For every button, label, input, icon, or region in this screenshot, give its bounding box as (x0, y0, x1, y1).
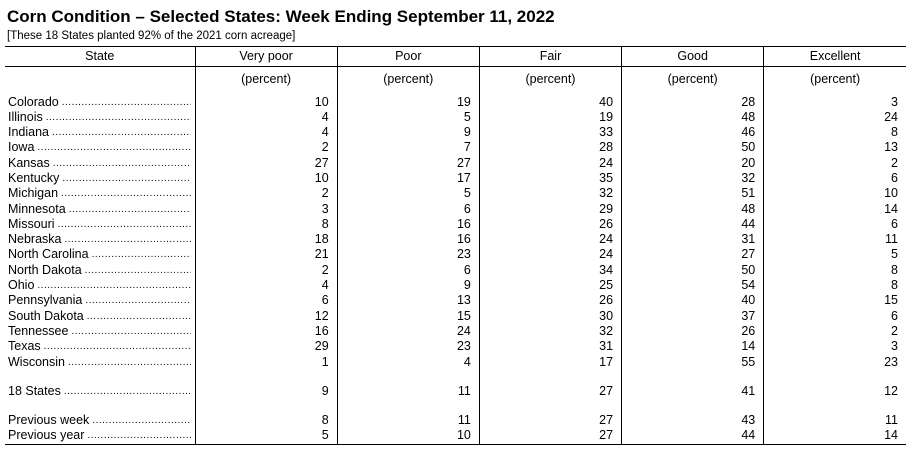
value-cell-excellent: 14 (764, 202, 906, 217)
value-cell-fair: 28 (479, 140, 621, 155)
column-header-very-poor: Very poor (195, 47, 337, 67)
unit-cell: (percent) (195, 67, 337, 95)
value-cell-poor: 23 (337, 339, 479, 354)
value-cell-poor: 6 (337, 263, 479, 278)
state-name: Previous week (8, 413, 90, 428)
value-cell-very-poor: 8 (195, 413, 337, 428)
dot-leader (37, 140, 191, 155)
value-cell-very-poor: 27 (195, 156, 337, 171)
state-cell (5, 186, 195, 201)
spacer-row (5, 399, 906, 413)
state-name: Wisconsin (8, 354, 65, 369)
dot-leader (92, 413, 191, 428)
value-cell-fair: 30 (479, 309, 621, 324)
table-row (5, 140, 906, 155)
unit-cell: (percent) (622, 67, 764, 95)
value-cell-good: 43 (622, 413, 764, 428)
table-row (5, 293, 906, 308)
value-cell-poor: 6 (337, 202, 479, 217)
unit-cell: (percent) (337, 67, 479, 95)
table-row (5, 339, 906, 354)
column-header-excellent: Excellent (764, 47, 906, 67)
value-cell-good: 55 (622, 355, 764, 370)
value-cell-good: 44 (622, 217, 764, 232)
value-cell-good: 51 (622, 186, 764, 201)
value-cell-excellent: 11 (764, 232, 906, 247)
value-cell-very-poor: 9 (195, 384, 337, 399)
state-name: Texas (8, 339, 41, 354)
value-cell-good: 20 (622, 156, 764, 171)
dot-leader (85, 293, 191, 308)
value-cell-poor: 11 (337, 413, 479, 428)
state-cell (5, 140, 195, 155)
value-cell-excellent: 8 (764, 125, 906, 140)
state-name: Pennsylvania (8, 293, 83, 308)
unit-cell-empty (5, 67, 195, 95)
value-cell-very-poor: 4 (195, 110, 337, 125)
value-cell-fair: 24 (479, 156, 621, 171)
dot-leader (68, 355, 191, 370)
previous-year-row (5, 428, 906, 444)
value-cell-very-poor: 4 (195, 125, 337, 140)
value-cell-excellent: 3 (764, 339, 906, 354)
table-body (5, 95, 906, 445)
value-cell-poor: 9 (337, 125, 479, 140)
value-cell-fair: 31 (479, 339, 621, 354)
dot-leader (62, 95, 191, 110)
header-row (5, 47, 906, 67)
total-row (5, 384, 906, 399)
dot-leader (37, 278, 191, 293)
value-cell-very-poor: 12 (195, 309, 337, 324)
table-row (5, 247, 906, 262)
value-cell-fair: 24 (479, 247, 621, 262)
state-name: Previous year (8, 428, 85, 443)
page-subtitle: [These 18 States planted 92% of the 2021 corn acreage] (7, 30, 296, 42)
unit-row (5, 67, 906, 95)
value-cell-poor: 17 (337, 171, 479, 186)
state-cell (5, 202, 195, 217)
value-cell-poor: 24 (337, 324, 479, 339)
value-cell-fair: 26 (479, 217, 621, 232)
value-cell-excellent: 8 (764, 263, 906, 278)
state-cell (5, 293, 195, 308)
value-cell-fair: 24 (479, 232, 621, 247)
value-cell-excellent: 6 (764, 309, 906, 324)
state-cell (5, 428, 195, 444)
dot-leader (62, 171, 191, 186)
value-cell-very-poor: 10 (195, 95, 337, 110)
state-cell (5, 355, 195, 370)
value-cell-excellent: 8 (764, 278, 906, 293)
value-cell-good: 54 (622, 278, 764, 293)
state-cell (5, 263, 195, 278)
state-cell (5, 156, 195, 171)
unit-cell: (percent) (479, 67, 621, 95)
value-cell-fair: 25 (479, 278, 621, 293)
state-name: Missouri (8, 216, 55, 231)
value-cell-fair: 33 (479, 125, 621, 140)
value-cell-very-poor: 2 (195, 186, 337, 201)
value-cell-very-poor: 4 (195, 278, 337, 293)
value-cell-very-poor: 18 (195, 232, 337, 247)
value-cell-very-poor: 21 (195, 247, 337, 262)
state-cell (5, 384, 195, 399)
value-cell-excellent: 10 (764, 186, 906, 201)
table-row (5, 324, 906, 339)
value-cell-very-poor: 29 (195, 339, 337, 354)
value-cell-good: 14 (622, 339, 764, 354)
value-cell-good: 44 (622, 428, 764, 444)
value-cell-very-poor: 1 (195, 355, 337, 370)
value-cell-very-poor: 6 (195, 293, 337, 308)
value-cell-fair: 27 (479, 413, 621, 428)
value-cell-very-poor: 16 (195, 324, 337, 339)
dot-leader (52, 125, 191, 140)
value-cell-poor: 13 (337, 293, 479, 308)
value-cell-good: 37 (622, 309, 764, 324)
value-cell-excellent: 11 (764, 413, 906, 428)
column-header-state: State (5, 47, 195, 67)
state-name: South Dakota (8, 308, 84, 323)
corn-condition-table (5, 46, 906, 445)
value-cell-very-poor: 2 (195, 263, 337, 278)
state-name: Tennessee (8, 323, 69, 338)
value-cell-fair: 34 (479, 263, 621, 278)
value-cell-excellent: 3 (764, 95, 906, 110)
state-cell (5, 324, 195, 339)
state-cell (5, 339, 195, 354)
dot-leader (69, 202, 191, 217)
value-cell-excellent: 12 (764, 384, 906, 399)
value-cell-poor: 9 (337, 278, 479, 293)
state-name: 18 States (8, 383, 61, 398)
value-cell-excellent: 5 (764, 247, 906, 262)
value-cell-good: 32 (622, 171, 764, 186)
table-row (5, 309, 906, 324)
value-cell-good: 28 (622, 95, 764, 110)
unit-cell: (percent) (764, 67, 906, 95)
state-cell (5, 95, 195, 110)
state-cell (5, 232, 195, 247)
value-cell-poor: 4 (337, 355, 479, 370)
state-name: Iowa (8, 140, 35, 155)
dot-leader (85, 263, 191, 278)
state-name: Kentucky (8, 170, 60, 185)
value-cell-fair: 19 (479, 110, 621, 125)
value-cell-fair: 27 (479, 428, 621, 444)
state-name: Michigan (8, 186, 59, 201)
value-cell-good: 26 (622, 324, 764, 339)
value-cell-good: 48 (622, 110, 764, 125)
value-cell-good: 48 (622, 202, 764, 217)
value-cell-good: 27 (622, 247, 764, 262)
value-cell-excellent: 6 (764, 217, 906, 232)
value-cell-good: 31 (622, 232, 764, 247)
value-cell-fair: 17 (479, 355, 621, 370)
value-cell-poor: 27 (337, 156, 479, 171)
value-cell-excellent: 2 (764, 324, 906, 339)
value-cell-poor: 16 (337, 217, 479, 232)
table-row (5, 110, 906, 125)
dot-leader (71, 324, 191, 339)
spacer-row (5, 370, 906, 384)
value-cell-good: 50 (622, 140, 764, 155)
table-row (5, 217, 906, 232)
value-cell-fair: 27 (479, 384, 621, 399)
value-cell-good: 50 (622, 263, 764, 278)
value-cell-poor: 15 (337, 309, 479, 324)
state-cell (5, 247, 195, 262)
dot-leader (64, 384, 191, 399)
dot-leader (65, 232, 192, 247)
state-name: North Dakota (8, 262, 82, 277)
value-cell-good: 41 (622, 384, 764, 399)
value-cell-excellent: 23 (764, 355, 906, 370)
value-cell-excellent: 6 (764, 171, 906, 186)
value-cell-excellent: 2 (764, 156, 906, 171)
value-cell-fair: 26 (479, 293, 621, 308)
dot-leader (53, 156, 191, 171)
value-cell-good: 46 (622, 125, 764, 140)
state-name: Illinois (8, 109, 43, 124)
state-cell (5, 278, 195, 293)
state-cell (5, 413, 195, 428)
state-cell (5, 125, 195, 140)
value-cell-fair: 35 (479, 171, 621, 186)
state-name: Minnesota (8, 201, 66, 216)
dot-leader (44, 339, 191, 354)
dot-leader (46, 110, 191, 125)
value-cell-fair: 32 (479, 186, 621, 201)
state-name: Kansas (8, 155, 50, 170)
dot-leader (87, 428, 191, 443)
table-row (5, 232, 906, 247)
value-cell-excellent: 13 (764, 140, 906, 155)
page-title: Corn Condition – Selected States: Week Ending September 11, 2022 (7, 7, 555, 26)
value-cell-excellent: 14 (764, 428, 906, 444)
table-row (5, 156, 906, 171)
value-cell-excellent: 24 (764, 110, 906, 125)
state-name: Colorado (8, 94, 59, 109)
dot-leader (87, 309, 191, 324)
state-cell (5, 110, 195, 125)
value-cell-good: 40 (622, 293, 764, 308)
state-cell (5, 309, 195, 324)
value-cell-fair: 32 (479, 324, 621, 339)
table-row (5, 355, 906, 370)
table-row (5, 263, 906, 278)
value-cell-very-poor: 10 (195, 171, 337, 186)
dot-leader (58, 217, 191, 232)
value-cell-very-poor: 8 (195, 217, 337, 232)
value-cell-poor: 7 (337, 140, 479, 155)
value-cell-poor: 5 (337, 110, 479, 125)
value-cell-very-poor: 3 (195, 202, 337, 217)
dot-leader (92, 247, 191, 262)
value-cell-very-poor: 2 (195, 140, 337, 155)
state-cell (5, 217, 195, 232)
value-cell-poor: 5 (337, 186, 479, 201)
table-row (5, 186, 906, 201)
state-name: Ohio (8, 278, 35, 293)
column-header-good: Good (622, 47, 764, 67)
state-name: Nebraska (8, 232, 62, 247)
value-cell-fair: 29 (479, 202, 621, 217)
state-name: Indiana (8, 125, 50, 140)
dot-leader (61, 186, 191, 201)
table-row (5, 278, 906, 293)
value-cell-poor: 19 (337, 95, 479, 110)
table-row (5, 95, 906, 110)
value-cell-excellent: 15 (764, 293, 906, 308)
state-cell (5, 171, 195, 186)
value-cell-poor: 11 (337, 384, 479, 399)
column-header-fair: Fair (479, 47, 621, 67)
state-name: North Carolina (8, 247, 89, 262)
table-row (5, 171, 906, 186)
value-cell-poor: 23 (337, 247, 479, 262)
value-cell-poor: 10 (337, 428, 479, 444)
table-row (5, 125, 906, 140)
column-header-poor: Poor (337, 47, 479, 67)
table-row (5, 202, 906, 217)
value-cell-poor: 16 (337, 232, 479, 247)
value-cell-fair: 40 (479, 95, 621, 110)
previous-week-row (5, 413, 906, 428)
value-cell-very-poor: 5 (195, 428, 337, 444)
